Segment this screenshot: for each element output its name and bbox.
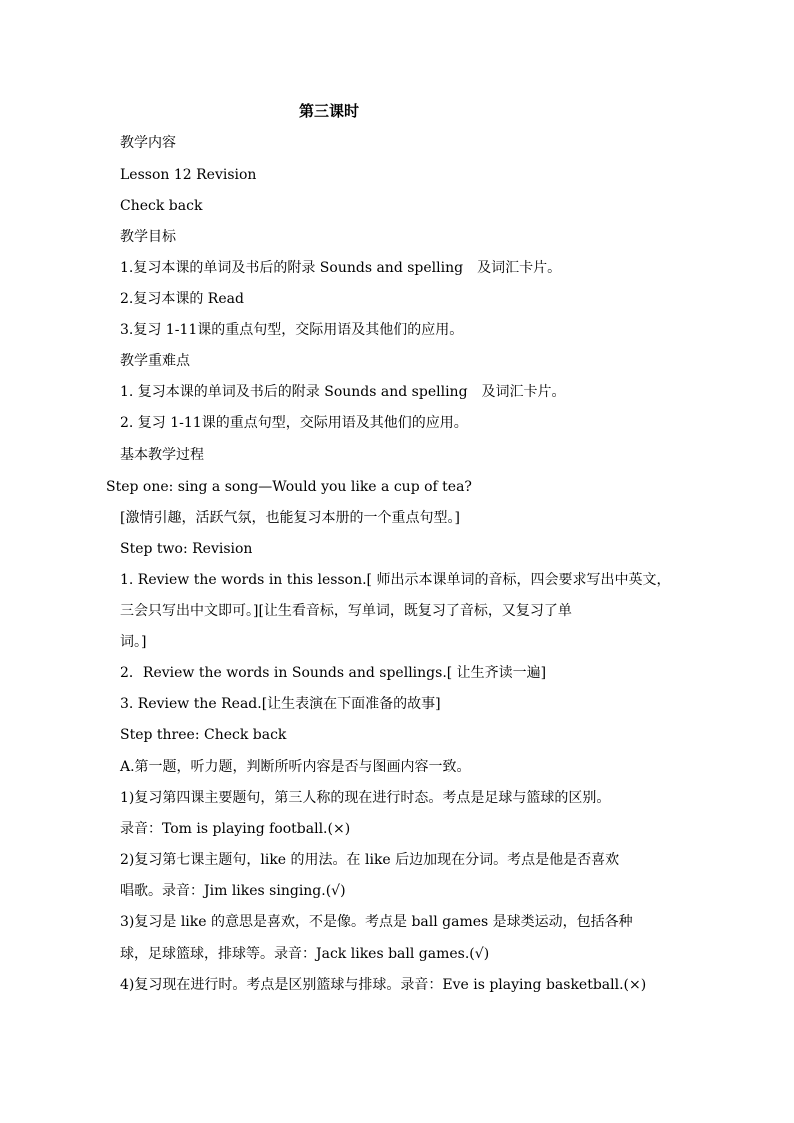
- text-line: 3)复习是 like 的意思是喜欢，不是像。考点是 ball games 是球类运动，包括各种: [120, 914, 633, 930]
- text-line: 1. 复习本课的单词及书后的附录 Sounds and spelling 及词汇卡片。: [120, 384, 566, 400]
- text-line: 词。]: [120, 634, 147, 650]
- text-line: 2.复习本课的 Read: [120, 291, 244, 307]
- text-line: A.第一题，听力题，判断所听内容是否与图画内容一致。: [120, 759, 471, 775]
- text-line: 三会只写出中文即可。][让生看音标，写单词，既复习了音标，又复习了单: [120, 603, 572, 619]
- heading-objectives: 教学目标: [120, 229, 176, 245]
- text-line: 2. 复习 1-11课的重点句型，交际用语及其他们的应用。: [120, 415, 468, 431]
- text-line: 1. Review the words in this lesson.[ 师出示本课单词的音标，四会要求写出中英文，: [120, 572, 671, 588]
- text-line: [激情引趣，活跃气氛，也能复习本册的一个重点句型。]: [120, 510, 460, 526]
- text-line: 2)复习第七课主题句，like 的用法。在 like 后边加现在分词。考点是他是否喜欢: [120, 852, 620, 868]
- heading-content: 教学内容: [120, 135, 176, 151]
- text-line: 4)复习现在进行时。考点是区别篮球与排球。录音：Eve is playing basketball.(×): [120, 977, 647, 993]
- text-line: 录音：Tom is playing football.(×): [120, 821, 351, 837]
- heading-key-points: 教学重难点: [120, 353, 190, 369]
- text-line: Step one: sing a song—Would you like a cup of tea?: [106, 479, 472, 495]
- text-line: Lesson 12 Revision: [120, 167, 257, 183]
- text-line: Step three: Check back: [120, 727, 287, 743]
- text-line: 3.复习 1-11课的重点句型，交际用语及其他们的应用。: [120, 322, 464, 338]
- lesson-title: 第三课时: [299, 102, 360, 120]
- text-line: 1)复习第四课主要题句，第三人称的现在进行时态。考点是足球与篮球的区别。: [120, 790, 611, 806]
- text-line: 球，足球篮球，排球等。录音：Jack likes ball games.(√): [120, 946, 490, 962]
- text-line: Check back: [120, 198, 203, 214]
- text-line: 唱歌。录音：Jim likes singing.(√): [120, 883, 346, 899]
- text-line: Step two: Revision: [120, 541, 253, 557]
- text-line: 3. Review the Read.[让生表演在下面准备的故事]: [120, 696, 441, 712]
- text-line: 2．Review the words in Sounds and spellings.[ 让生齐读一遍]: [120, 665, 547, 681]
- heading-process: 基本教学过程: [120, 447, 204, 463]
- text-line: 1.复习本课的单词及书后的附录 Sounds and spelling 及词汇卡片。: [120, 260, 562, 276]
